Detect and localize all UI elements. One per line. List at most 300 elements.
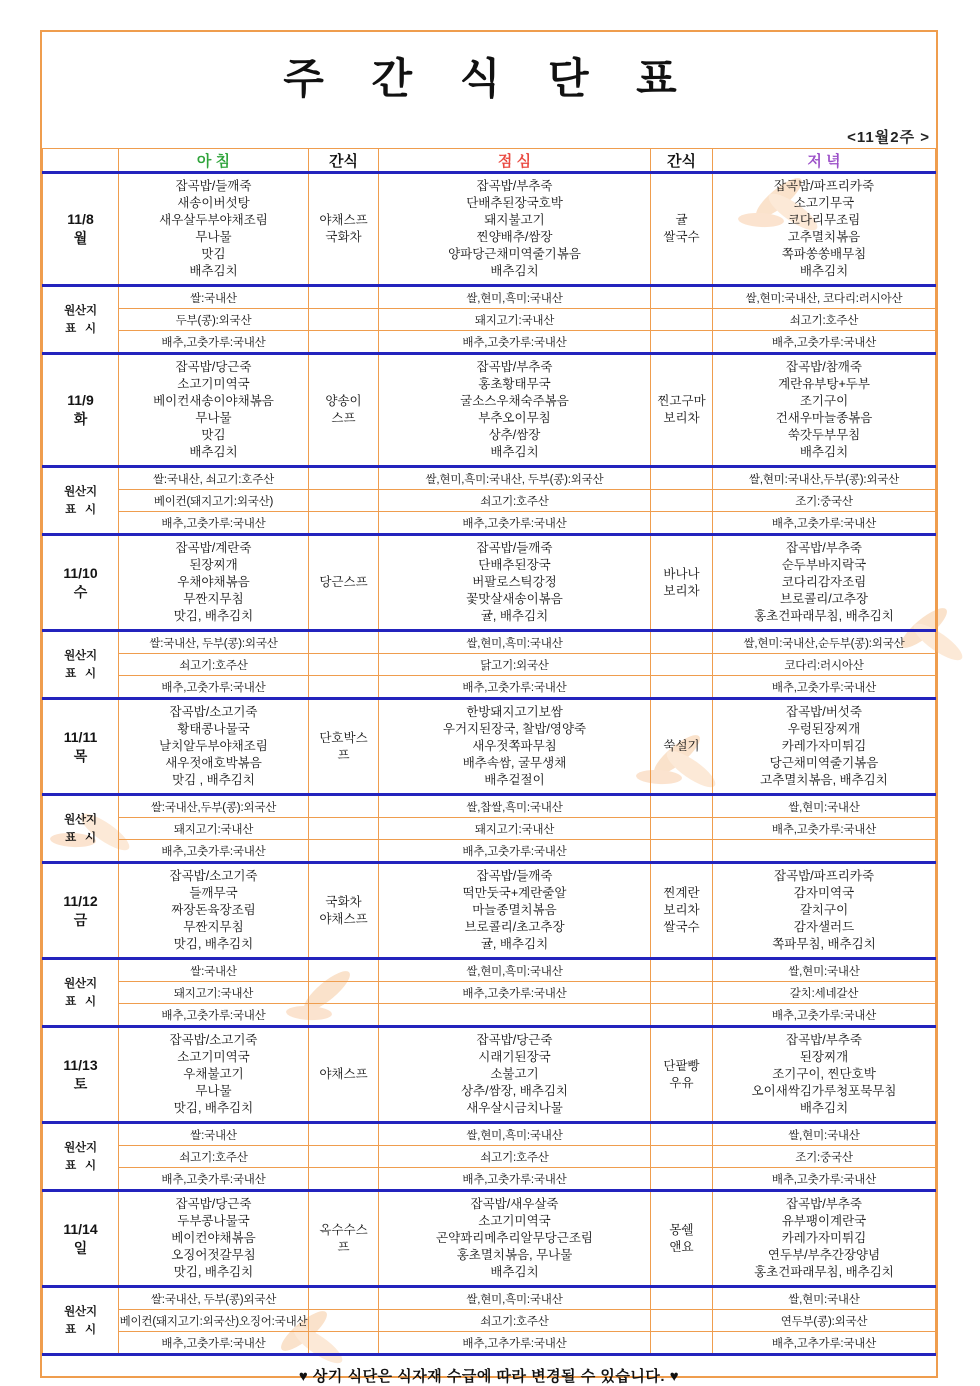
menu-item: 상추/쌈장 xyxy=(488,428,541,442)
origin-dinner-cell: 배추,고춧가루:국내산 xyxy=(713,818,936,840)
origin-label-line: 원산지 xyxy=(64,813,97,826)
origin-snack-cell xyxy=(309,795,379,818)
menu-item: 소고기미역국 xyxy=(177,377,250,391)
dinner-cell xyxy=(713,354,936,467)
meal-row xyxy=(43,1027,936,1123)
header-col-snack2: 간식 xyxy=(651,149,713,173)
menu-item: 홍초건파래무침, 배추김치 xyxy=(754,1265,894,1279)
menu-item: 당근채미역줄기볶음 xyxy=(769,756,879,770)
lunch-cell xyxy=(379,173,651,286)
origin-breakfast-cell: 배추,고춧가루:국내산 xyxy=(119,676,309,699)
origin-snack-cell xyxy=(651,1004,713,1027)
origin-lunch-cell: 배추,고춧가루:국내산 xyxy=(379,331,651,354)
origin-label xyxy=(43,1123,119,1191)
origin-dinner-cell: 배추,고춧가루:국내산 xyxy=(713,512,936,535)
origin-label xyxy=(43,795,119,863)
menu-item: 찐양배추/쌈장 xyxy=(476,230,553,244)
origin-snack-cell xyxy=(651,818,713,840)
menu-item: 잡곡밥/파프리카죽 xyxy=(773,179,875,193)
header-day-cell xyxy=(43,149,119,173)
meal-row xyxy=(43,863,936,959)
origin-label xyxy=(43,631,119,699)
meal-row xyxy=(43,699,936,795)
origin-snack-cell xyxy=(309,818,379,840)
menu-item: 새우젓쪽파무침 xyxy=(472,739,557,753)
menu-item: 굴소스우채숙주볶음 xyxy=(460,394,569,408)
origin-row xyxy=(43,654,936,676)
menu-item: 잡곡밥/버섯죽 xyxy=(786,705,862,719)
menu-item: 맛김, 배추김치 xyxy=(173,609,254,623)
snack2-cell xyxy=(651,354,713,467)
menu-item: 배추김치 xyxy=(490,445,539,459)
origin-dinner-cell: 배추,고추가루:국내산 xyxy=(713,1332,936,1355)
origin-label xyxy=(43,959,119,1027)
lunch-cell xyxy=(379,535,651,631)
menu-item: 몽쉘 xyxy=(669,1222,694,1237)
menu-item: 우거지된장국, 찰밥/영양죽 xyxy=(442,722,587,736)
origin-snack-cell xyxy=(651,286,713,309)
origin-dinner-cell: 배추,고춧가루:국내산 xyxy=(713,1004,936,1027)
menu-item: 잡곡밥/소고기죽 xyxy=(169,705,258,719)
menu-item: 새송이버섯탕 xyxy=(177,196,250,210)
origin-dinner-cell: 쇠고기:호주산 xyxy=(713,309,936,331)
menu-item: 야채스프 xyxy=(319,911,368,926)
menu-item: 야채스프 xyxy=(319,213,368,227)
menu-item: 프 xyxy=(337,1239,350,1254)
menu-item: 무짠지무침 xyxy=(183,920,244,934)
day-date: 11/10 xyxy=(63,564,98,581)
breakfast-cell xyxy=(119,863,309,959)
origin-dinner-cell: 쌀,현미:국내산 xyxy=(713,1287,936,1310)
meal-row xyxy=(43,173,936,286)
origin-breakfast-cell: 배추,고춧가루:국내산 xyxy=(119,1332,309,1355)
menu-item: 양송이 xyxy=(325,394,362,408)
origin-breakfast-cell: 쌀:국내산, 쇠고기:호주산 xyxy=(119,467,309,490)
origin-dinner-cell: 쌀,현미:국내산,순두부(콩):외국산 xyxy=(713,631,936,654)
lunch-cell xyxy=(379,699,651,795)
menu-item: 유부팽이계란국 xyxy=(781,1214,867,1228)
origin-label-line: 표 시 xyxy=(65,831,96,844)
menu-item: 보리차 xyxy=(663,583,700,598)
origin-lunch-cell: 쌀,현미,흑미:국내산 xyxy=(379,959,651,982)
day-date: 11/14 xyxy=(63,1220,98,1237)
origin-label-line: 원산지 xyxy=(64,304,97,317)
dinner-cell xyxy=(713,535,936,631)
menu-item: 국화차 xyxy=(325,230,362,244)
dinner-cell xyxy=(713,863,936,959)
menu-item: 옥수수스 xyxy=(319,1222,368,1237)
dinner-cell xyxy=(713,173,936,286)
origin-snack-cell xyxy=(309,982,379,1004)
origin-label-line: 원산지 xyxy=(64,1141,97,1154)
origin-snack-cell xyxy=(309,286,379,309)
origin-snack-cell xyxy=(309,631,379,654)
snack2-cell xyxy=(651,535,713,631)
menu-item: 고추멸치볶음 xyxy=(787,230,861,244)
menu-item: 잡곡밥/파프리카죽 xyxy=(773,869,875,883)
origin-snack-cell xyxy=(309,840,379,863)
origin-breakfast-cell: 베이컨(돼지고기:외국산)오징어:국내산 xyxy=(119,1310,309,1332)
menu-item: 잡곡밥/부추죽 xyxy=(476,360,553,374)
menu-item: 단호박스 xyxy=(319,730,368,745)
menu-item: 감자미역국 xyxy=(793,886,855,900)
menu-item: 잡곡밥/소고기죽 xyxy=(169,869,258,883)
menu-item: 쪽파쏭쏭배무침 xyxy=(781,247,867,261)
menu-item: 쪽파무침, 배추김치 xyxy=(772,937,876,951)
origin-label-line: 표 시 xyxy=(65,503,96,516)
menu-item: 돼지불고기 xyxy=(484,213,545,227)
menu-item: 날치알두부야채조림 xyxy=(159,739,268,753)
menu-item: 잡곡밥/계란죽 xyxy=(175,541,252,555)
origin-row xyxy=(43,1004,936,1027)
origin-row xyxy=(43,490,936,512)
origin-breakfast-cell: 돼지고기:국내산 xyxy=(119,982,309,1004)
menu-item: 카레가자미튀김 xyxy=(781,739,867,753)
origin-row xyxy=(43,1287,936,1310)
menu-item: 된장찌개 xyxy=(799,1050,849,1064)
day-date: 11/13 xyxy=(63,1056,98,1073)
origin-label-line: 원산지 xyxy=(64,1305,97,1318)
origin-row xyxy=(43,286,936,309)
origin-lunch-cell: 배추,고춧가루:국내산 xyxy=(379,982,651,1004)
origin-dinner-cell: 쌀,현미:국내산 xyxy=(713,795,936,818)
menu-table xyxy=(42,148,936,1356)
menu-item: 무나물 xyxy=(195,230,232,244)
menu-item: 새우살시금치나물 xyxy=(466,1101,563,1115)
snack1-cell xyxy=(309,535,379,631)
menu-item: 당근스프 xyxy=(319,575,368,589)
origin-label xyxy=(43,286,119,354)
snack2-cell xyxy=(651,699,713,795)
menu-item: 찐고구마 xyxy=(657,394,706,408)
menu-item: 한방돼지고기보쌈 xyxy=(466,705,563,719)
menu-item: 국화차 xyxy=(325,894,362,909)
snack1-cell xyxy=(309,1027,379,1123)
menu-item: 바나나 xyxy=(663,566,700,581)
menu-item: 소고기무국 xyxy=(793,196,855,210)
origin-lunch-cell: 쌀,현미,흑미:국내산 xyxy=(379,631,651,654)
lunch-cell xyxy=(379,1191,651,1287)
origin-lunch-cell: 쌀,현미,흑미:국내산 xyxy=(379,286,651,309)
origin-row xyxy=(43,1146,936,1168)
day-label xyxy=(43,354,119,467)
origin-snack-cell xyxy=(651,676,713,699)
menu-item: 맛김 xyxy=(201,428,226,442)
origin-snack-cell xyxy=(651,959,713,982)
menu-item: 소불고기 xyxy=(490,1067,539,1081)
week-label: <11월2주 > xyxy=(847,129,930,146)
day-date: 11/9 xyxy=(67,392,94,408)
menu-item: 쑥갓두부무침 xyxy=(787,428,861,442)
day-weekday: 금 xyxy=(73,911,88,928)
origin-snack-cell xyxy=(651,1123,713,1146)
origin-snack-cell xyxy=(651,631,713,654)
header-row xyxy=(43,149,936,173)
origin-row xyxy=(43,840,936,863)
snack1-cell xyxy=(309,173,379,286)
origin-lunch-cell: 닭고기:외국산 xyxy=(379,654,651,676)
origin-lunch-cell: 돼지고기:국내산 xyxy=(379,309,651,331)
origin-lunch-cell: 쌀,현미,흑미:국내산, 두부(콩):외국산 xyxy=(379,467,651,490)
menu-item: 버팔로스틱강정 xyxy=(472,575,557,589)
menu-item: 두부콩나물국 xyxy=(177,1214,250,1228)
origin-breakfast-cell: 쌀:국내산, 두부(콩)외국산 xyxy=(119,1287,309,1310)
origin-snack-cell xyxy=(309,1146,379,1168)
breakfast-cell xyxy=(119,535,309,631)
menu-item: 코다리무조림 xyxy=(787,213,861,227)
menu-item: 베이컨야채볶음 xyxy=(171,1231,256,1245)
lunch-cell xyxy=(379,863,651,959)
menu-item: 떡만둣국+계란줄알 xyxy=(462,886,567,900)
origin-label xyxy=(43,467,119,535)
day-weekday: 일 xyxy=(73,1239,88,1256)
menu-item: 우렁된장찌개 xyxy=(787,722,861,736)
menu-item: 잡곡밥/들깨죽 xyxy=(476,869,553,883)
origin-breakfast-cell: 쌀:국내산, 두부(콩):외국산 xyxy=(119,631,309,654)
origin-dinner-cell: 갈치:세네갈산 xyxy=(713,982,936,1004)
menu-item: 마늘종멸치볶음 xyxy=(472,903,557,917)
menu-item: 홍초멸치볶음, 무나물 xyxy=(456,1248,573,1262)
origin-snack-cell xyxy=(651,1310,713,1332)
menu-item: 배추속쌈, 굴무생채 xyxy=(462,756,567,770)
snack1-cell xyxy=(309,354,379,467)
origin-snack-cell xyxy=(309,512,379,535)
origin-lunch-cell: 배추,고춧가루:국내산 xyxy=(379,840,651,863)
menu-item: 잡곡밥/새우살죽 xyxy=(470,1197,559,1211)
dinner-cell xyxy=(713,1027,936,1123)
menu-item: 새우살두부야채조림 xyxy=(159,213,268,227)
menu-item: 잡곡밥/부추죽 xyxy=(786,1197,862,1211)
menu-item: 브로콜리/초고추장 xyxy=(464,920,565,934)
origin-lunch-cell: 쇠고기:호주산 xyxy=(379,1146,651,1168)
header-col-lunch: 점 심 xyxy=(379,149,651,173)
origin-breakfast-cell: 배추,고춧가루:국내산 xyxy=(119,1004,309,1027)
origin-lunch-cell: 배추,고춧가루:국내산 xyxy=(379,676,651,699)
origin-lunch-cell xyxy=(379,1004,651,1027)
meal-row xyxy=(43,354,936,467)
header-col-breakfast: 아 침 xyxy=(119,149,309,173)
snack2-cell xyxy=(651,1191,713,1287)
origin-dinner-cell: 쌀,현미:국내산,두부(콩):외국산 xyxy=(713,467,936,490)
menu-item: 쑥설기 xyxy=(663,739,700,753)
origin-snack-cell xyxy=(651,467,713,490)
origin-lunch-cell: 쌀,현미,흑미:국내산 xyxy=(379,1123,651,1146)
breakfast-cell xyxy=(119,1191,309,1287)
menu-item: 배추김치 xyxy=(490,264,539,278)
origin-snack-cell xyxy=(309,1332,379,1355)
origin-snack-cell xyxy=(651,490,713,512)
origin-breakfast-cell: 배추,고춧가루:국내산 xyxy=(119,331,309,354)
menu-item: 된장찌개 xyxy=(189,558,238,572)
lunch-cell xyxy=(379,354,651,467)
day-weekday: 토 xyxy=(73,1075,88,1092)
origin-row xyxy=(43,676,936,699)
header-col-dinner: 저 녁 xyxy=(713,149,936,173)
origin-label-line: 표 시 xyxy=(65,1323,96,1336)
menu-item: 단배추된장국호박 xyxy=(466,196,563,210)
origin-label-line: 표 시 xyxy=(65,995,96,1008)
origin-snack-cell xyxy=(309,1004,379,1027)
origin-lunch-cell: 배추,고추가루:국내산 xyxy=(379,1332,651,1355)
snack1-cell xyxy=(309,1191,379,1287)
menu-item: 연두부/부추간장양념 xyxy=(767,1248,881,1262)
menu-item: 배추김치 xyxy=(799,1101,849,1115)
menu-item: 맛김, 배추김치 xyxy=(173,1101,254,1115)
origin-lunch-cell: 쌀,현미,흑미:국내산 xyxy=(379,1287,651,1310)
origin-dinner-cell: 쌀,현미:국내산, 코다리:러시아산 xyxy=(713,286,936,309)
origin-label-line: 원산지 xyxy=(64,977,97,990)
dinner-cell xyxy=(713,699,936,795)
origin-row xyxy=(43,959,936,982)
origin-label-line: 원산지 xyxy=(64,485,97,498)
origin-breakfast-cell: 쇠고기:호주산 xyxy=(119,654,309,676)
day-date: 11/8 xyxy=(67,211,94,227)
origin-label-line: 표 시 xyxy=(65,667,96,680)
menu-item: 맛김, 배추김치 xyxy=(173,937,254,951)
menu-item: 잡곡밥/당근죽 xyxy=(175,1197,252,1211)
origin-snack-cell xyxy=(651,840,713,863)
menu-item: 순두부바지락국 xyxy=(781,558,867,572)
origin-dinner-cell: 조기:중국산 xyxy=(713,1146,936,1168)
origin-row xyxy=(43,631,936,654)
weekly-menu-page xyxy=(40,30,938,1385)
origin-row xyxy=(43,818,936,840)
origin-snack-cell xyxy=(651,1146,713,1168)
menu-item: 배추김치 xyxy=(189,445,238,459)
origin-breakfast-cell: 배추,고춧가루:국내산 xyxy=(119,512,309,535)
origin-dinner-cell: 쌀,현미:국내산 xyxy=(713,1123,936,1146)
origin-label xyxy=(43,1287,119,1355)
menu-item: 배추김치 xyxy=(799,264,849,278)
origin-dinner-cell: 조기:중국산 xyxy=(713,490,936,512)
menu-item: 귤, 배추김치 xyxy=(480,937,549,951)
menu-item: 부추오이무침 xyxy=(478,411,551,425)
menu-item: 귤, 배추김치 xyxy=(480,609,549,623)
menu-item: 우채불고기 xyxy=(183,1067,244,1081)
day-label xyxy=(43,1027,119,1123)
menu-item: 잡곡밥/들깨죽 xyxy=(175,179,252,193)
menu-item: 배추김치 xyxy=(490,1265,539,1279)
origin-label-line: 원산지 xyxy=(64,649,97,662)
origin-snack-cell xyxy=(309,331,379,354)
origin-snack-cell xyxy=(309,1168,379,1191)
menu-item: 오이새싹김가루청포묵무침 xyxy=(751,1084,897,1098)
origin-snack-cell xyxy=(309,490,379,512)
menu-item: 우유 xyxy=(669,1075,694,1090)
menu-item: 배추김치 xyxy=(799,445,849,459)
menu-item: 쌀국수 xyxy=(663,920,700,934)
dinner-cell xyxy=(713,1191,936,1287)
header-col-snack1: 간식 xyxy=(309,149,379,173)
origin-snack-cell xyxy=(651,331,713,354)
origin-breakfast-cell: 쌀:국내산 xyxy=(119,1123,309,1146)
breakfast-cell xyxy=(119,1027,309,1123)
menu-item: 홍초황태무국 xyxy=(478,377,551,391)
origin-snack-cell xyxy=(309,959,379,982)
origin-dinner-cell: 쌀,현미:국내산 xyxy=(713,959,936,982)
menu-item: 맛김, 배추김치 xyxy=(173,1265,254,1279)
menu-item: 갈치구이 xyxy=(799,903,849,917)
menu-item: 꽃맛살새송이볶음 xyxy=(466,592,563,606)
menu-item: 배추김치 xyxy=(189,264,238,278)
origin-breakfast-cell: 베이컨(돼지고기:외국산) xyxy=(119,490,309,512)
origin-breakfast-cell: 두부(콩):외국산 xyxy=(119,309,309,331)
breakfast-cell xyxy=(119,699,309,795)
origin-breakfast-cell: 쌀:국내산 xyxy=(119,286,309,309)
menu-item: 보리차 xyxy=(663,903,700,917)
menu-item: 계란유부탕+두부 xyxy=(778,377,870,391)
menu-item: 단배추된장국 xyxy=(478,558,551,572)
origin-snack-cell xyxy=(309,654,379,676)
origin-lunch-cell: 쇠고기:호주산 xyxy=(379,490,651,512)
lunch-cell xyxy=(379,1027,651,1123)
menu-table-body xyxy=(43,173,936,1355)
menu-item: 잡곡밥/당근죽 xyxy=(175,360,252,374)
origin-snack-cell xyxy=(651,512,713,535)
menu-item: 감자샐러드 xyxy=(793,920,855,934)
origin-label-line: 표 시 xyxy=(65,322,96,335)
menu-item: 무나물 xyxy=(195,411,232,425)
day-date: 11/12 xyxy=(63,892,98,909)
menu-item: 잡곡밥/부추죽 xyxy=(786,1033,862,1047)
origin-row xyxy=(43,467,936,490)
origin-lunch-cell: 돼지고기:국내산 xyxy=(379,818,651,840)
menu-item: 귤 xyxy=(675,213,688,227)
menu-item: 들깨무국 xyxy=(189,886,238,900)
origin-breakfast-cell: 배추,고춧가루:국내산 xyxy=(119,1168,309,1191)
menu-item: 홍초건파래무침, 배추김치 xyxy=(754,609,894,623)
origin-snack-cell xyxy=(309,1123,379,1146)
origin-dinner-cell: 배추,고춧가루:국내산 xyxy=(713,331,936,354)
origin-snack-cell xyxy=(651,982,713,1004)
snack2-cell xyxy=(651,1027,713,1123)
origin-breakfast-cell: 쌀:국내산 xyxy=(119,959,309,982)
origin-dinner-cell: 배추,고춧가루:국내산 xyxy=(713,676,936,699)
snack1-cell xyxy=(309,699,379,795)
menu-item: 찐계란 xyxy=(663,886,700,900)
day-weekday: 수 xyxy=(73,583,88,600)
origin-label-line: 표 시 xyxy=(65,1159,96,1172)
snack1-cell xyxy=(309,863,379,959)
menu-item: 곤약꽈리메추리알무당근조림 xyxy=(436,1231,593,1245)
menu-item: 잡곡밥/들깨죽 xyxy=(476,541,553,555)
menu-item: 잡곡밥/부추죽 xyxy=(476,179,553,193)
breakfast-cell xyxy=(119,354,309,467)
origin-row xyxy=(43,309,936,331)
origin-breakfast-cell: 돼지고기:국내산 xyxy=(119,818,309,840)
menu-item: 고추멸치볶음, 배추김치 xyxy=(760,773,888,787)
origin-row xyxy=(43,795,936,818)
day-date: 11/11 xyxy=(63,728,98,745)
day-label xyxy=(43,173,119,286)
menu-item: 보리차 xyxy=(663,411,700,425)
menu-item: 코다리감자조림 xyxy=(781,575,867,589)
day-weekday: 화 xyxy=(73,411,88,427)
menu-item: 잡곡밥/참깨죽 xyxy=(786,360,862,374)
menu-item: 오징어젓갈무침 xyxy=(171,1248,256,1262)
origin-snack-cell xyxy=(651,795,713,818)
menu-item: 배추겉절이 xyxy=(484,773,545,787)
origin-row xyxy=(43,1123,936,1146)
origin-snack-cell xyxy=(309,1287,379,1310)
menu-item: 스프 xyxy=(331,411,356,425)
day-label xyxy=(43,699,119,795)
day-weekday: 월 xyxy=(73,230,88,246)
menu-item: 건새우마늘종볶음 xyxy=(775,411,873,425)
origin-breakfast-cell: 쇠고기:호주산 xyxy=(119,1146,309,1168)
origin-row xyxy=(43,331,936,354)
origin-dinner-cell xyxy=(713,840,936,863)
